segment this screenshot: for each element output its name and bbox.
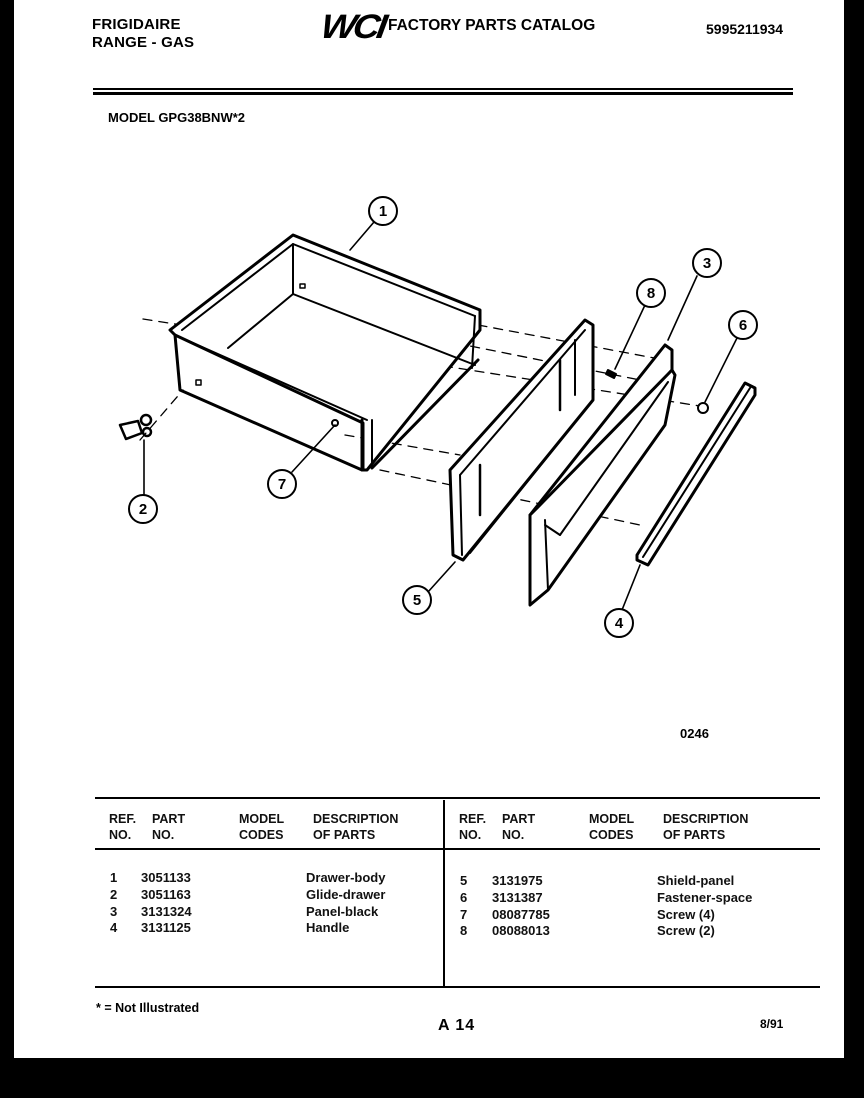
callout-3	[693, 249, 721, 277]
svg-text:4: 4	[614, 615, 624, 632]
header-model-codes-right: MODEL CODES	[589, 812, 635, 842]
table-row: 8	[460, 923, 468, 939]
svg-text:1: 1	[378, 203, 388, 220]
drawer-glide	[120, 415, 151, 497]
ref-column-left	[110, 870, 117, 937]
part-number: 3051133	[141, 870, 191, 885]
table-column-divider	[443, 800, 445, 986]
revision-date: 8/91	[760, 1017, 784, 1031]
wci-logo: WCI	[318, 8, 387, 46]
description-column-left	[306, 870, 385, 937]
page-number: A 14	[438, 1017, 476, 1034]
table-top-rule	[95, 797, 820, 799]
part-column-right	[492, 873, 550, 940]
part-number: 3131125	[141, 920, 191, 936]
part-description: Glide-drawer	[306, 886, 386, 902]
header-description-right: DESCRIPTION OF PARTS	[663, 812, 749, 842]
table-row: 3	[110, 903, 118, 919]
header-part-no-right: PART NO.	[502, 812, 536, 842]
brand-name: FRIGIDAIRE	[92, 16, 181, 33]
header-description: DESCRIPTION OF PARTS	[313, 812, 399, 842]
part-description: Screw (2)	[657, 923, 715, 939]
header-ref-no: REF. NO.	[109, 812, 137, 842]
not-illustrated-note: * = Not Illustrated	[96, 1001, 200, 1015]
screw-8	[606, 305, 645, 378]
table-row: 1	[110, 870, 118, 885]
header-model-codes: MODEL CODES	[239, 812, 285, 842]
catalog-title: FACTORY PARTS CATALOG	[388, 17, 596, 34]
part-description: Fastener-space	[657, 889, 753, 905]
callout-2	[129, 495, 157, 523]
header-ref-no-right: REF. NO.	[459, 812, 487, 842]
header-part-no: PART NO.	[152, 812, 186, 842]
table-row: 6	[460, 889, 468, 905]
svg-text:5: 5	[412, 592, 422, 609]
callout-6	[729, 311, 757, 339]
svg-text:3: 3	[702, 255, 712, 272]
fastener-6	[698, 338, 737, 413]
table-row: 4	[110, 920, 118, 936]
part-column-left	[141, 870, 192, 937]
part-description: Screw (4)	[657, 906, 715, 922]
svg-text:2: 2	[138, 501, 148, 518]
part-number: 3051163	[141, 886, 191, 902]
svg-text:6: 6	[738, 317, 748, 334]
svg-text:7: 7	[277, 476, 287, 493]
table-header-rule	[95, 848, 820, 850]
figure-id: 0246	[680, 726, 709, 741]
table-row: 7	[460, 906, 468, 922]
part-description: Panel-black	[306, 903, 379, 919]
model-number: MODEL GPG38BNW*2	[108, 110, 246, 125]
callout-4	[605, 609, 633, 637]
callout-1	[369, 197, 397, 225]
table-bottom-rule	[95, 986, 820, 988]
part-description: Drawer-body	[306, 870, 386, 885]
part-number: 3131324	[141, 903, 192, 919]
table-row: 5	[460, 873, 468, 888]
callout-7	[268, 470, 296, 498]
part-description: Handle	[306, 920, 350, 936]
document-number: 5995211934	[706, 21, 784, 37]
svg-text:8: 8	[646, 285, 656, 302]
callout-5	[403, 586, 431, 614]
table-row: 2	[110, 886, 118, 902]
part-description: Shield-panel	[657, 873, 735, 888]
description-column-right	[657, 873, 752, 940]
product-type: RANGE - GAS	[92, 34, 195, 51]
part-number: 08087785	[492, 906, 550, 922]
callout-8	[637, 279, 665, 307]
part-number: 3131387	[492, 889, 543, 905]
part-number: 08088013	[492, 923, 550, 939]
part-number: 3131975	[492, 873, 543, 888]
ref-column-right	[460, 873, 467, 940]
screw-7	[292, 420, 338, 472]
